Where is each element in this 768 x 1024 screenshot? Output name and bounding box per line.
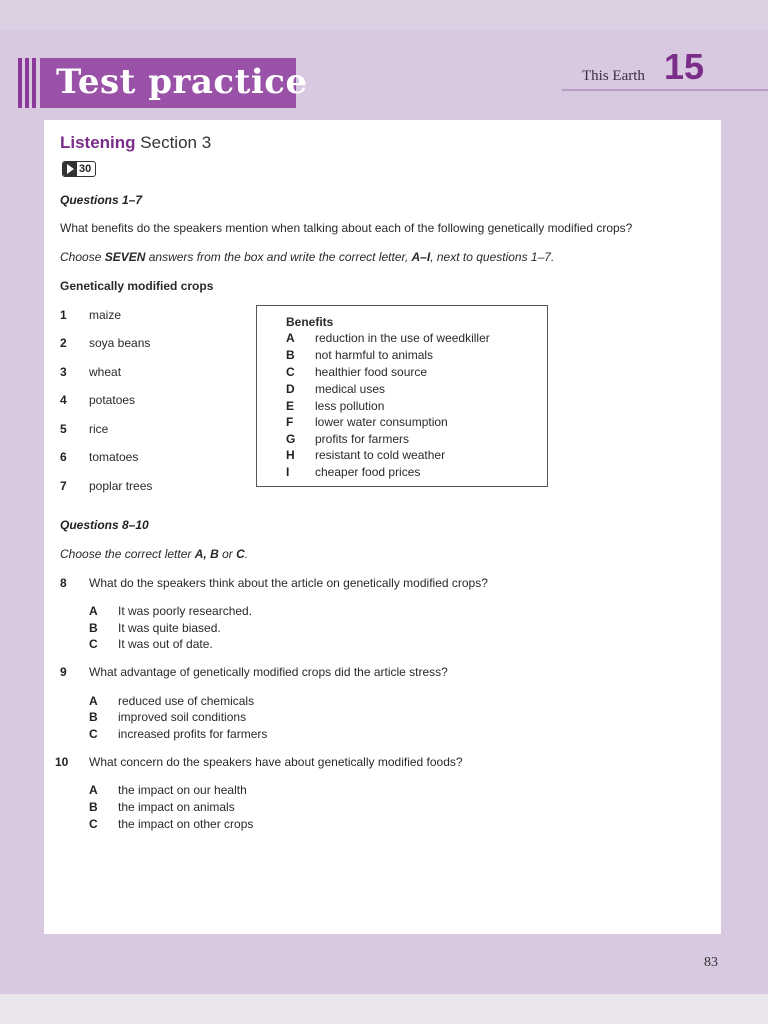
question-number: 8 — [60, 576, 67, 590]
instruction-range: A–I — [411, 250, 431, 264]
benefit-text: cheaper food prices — [315, 465, 421, 479]
benefit-letter: A — [286, 331, 295, 345]
option-text: the impact on other crops — [118, 817, 254, 831]
option-text: increased profits for farmers — [118, 727, 268, 741]
scan-margin — [0, 994, 768, 1024]
questions-1-7-question: What benefits do the speakers mention when talking about each of the following genetically modified crops? — [60, 221, 633, 235]
section-heading-strong: Listening — [60, 133, 136, 152]
crops-list-title: Genetically modified crops — [60, 279, 214, 293]
page-number: 83 — [704, 955, 718, 970]
option-letter: B — [89, 710, 98, 724]
crop-name: maize — [89, 308, 122, 322]
benefit-letter: D — [286, 382, 295, 396]
crop-name: wheat — [89, 365, 122, 379]
benefit-text: lower water consumption — [315, 415, 448, 429]
benefit-text: resistant to cold weather — [315, 448, 446, 462]
audio-track-badge[interactable] — [62, 161, 96, 177]
option-letter: C — [89, 727, 98, 741]
benefits-title: Benefits — [286, 315, 334, 329]
crop-number: 1 — [60, 308, 67, 322]
option-text: It was quite biased. — [118, 621, 221, 635]
instruction-text: Choose the correct letter — [60, 547, 195, 561]
benefit-text: not harmful to animals — [315, 348, 434, 362]
instruction-emphasis: A, B — [194, 547, 219, 561]
crop-name: tomatoes — [89, 450, 139, 464]
crop-name: soya beans — [89, 336, 151, 350]
crop-name: potatoes — [89, 393, 136, 407]
questions-1-7-heading: Questions 1–7 — [60, 193, 143, 207]
unit-number: 15 — [664, 46, 705, 87]
crop-name: poplar trees — [89, 479, 153, 493]
audio-track-number: 30 — [79, 163, 92, 175]
header-rule — [562, 89, 768, 91]
benefit-letter: C — [286, 365, 295, 379]
crop-number: 2 — [60, 336, 67, 350]
option-letter: A — [89, 694, 98, 708]
questions-8-10-heading: Questions 8–10 — [60, 518, 149, 532]
unit-label: This Earth — [582, 68, 645, 84]
option-text: the impact on animals — [118, 800, 235, 814]
instruction-text: or — [218, 547, 237, 561]
instruction-text: , next to questions 1–7. — [430, 250, 555, 264]
benefit-letter: G — [286, 432, 296, 446]
benefit-letter: H — [286, 448, 295, 462]
option-text: the impact on our health — [118, 783, 247, 797]
instruction-emphasis: C — [236, 547, 245, 561]
instruction-text: . — [244, 547, 249, 561]
benefit-letter: B — [286, 348, 295, 362]
question-text: What do the speakers think about the article on genetically modified crops? — [89, 576, 488, 590]
instruction-text: answers from the box and write the correct letter, — [145, 250, 412, 264]
benefit-letter: E — [286, 399, 295, 413]
crop-name: rice — [89, 422, 109, 436]
section-heading — [60, 133, 211, 153]
benefit-letter: F — [286, 415, 294, 429]
instruction-emphasis: SEVEN — [104, 250, 146, 264]
questions-1-7-instruction — [60, 250, 554, 264]
question-number: 10 — [55, 755, 69, 769]
question-text: What concern do the speakers have about genetically modified foods? — [89, 755, 463, 769]
option-letter: A — [89, 783, 98, 797]
benefit-text: less pollution — [315, 399, 385, 413]
crop-number: 3 — [60, 365, 67, 379]
section-heading-rest: Section 3 — [135, 133, 212, 152]
crop-number: 4 — [60, 393, 67, 407]
option-text: It was poorly researched. — [118, 604, 253, 618]
page-title: Test practice — [56, 62, 308, 102]
question-number: 9 — [60, 665, 67, 679]
option-text: reduced use of chemicals — [118, 694, 255, 708]
crop-number: 5 — [60, 422, 67, 436]
instruction-text: Choose — [60, 250, 105, 264]
crop-number: 6 — [60, 450, 67, 464]
option-letter: C — [89, 637, 98, 651]
questions-8-10-instruction — [60, 547, 248, 561]
option-text: It was out of date. — [118, 637, 213, 651]
option-letter: C — [89, 817, 98, 831]
option-letter: B — [89, 621, 98, 635]
benefit-text: profits for farmers — [315, 432, 410, 446]
benefit-text: reduction in the use of weedkiller — [315, 331, 490, 345]
benefit-letter: I — [286, 465, 290, 479]
crop-number: 7 — [60, 479, 67, 493]
question-text: What advantage of genetically modified crops did the article stress? — [89, 665, 448, 679]
benefit-text: medical uses — [315, 382, 386, 396]
benefit-text: healthier food source — [315, 365, 428, 379]
play-icon — [63, 162, 77, 176]
option-text: improved soil conditions — [118, 710, 247, 724]
option-letter: B — [89, 800, 98, 814]
option-letter: A — [89, 604, 98, 618]
